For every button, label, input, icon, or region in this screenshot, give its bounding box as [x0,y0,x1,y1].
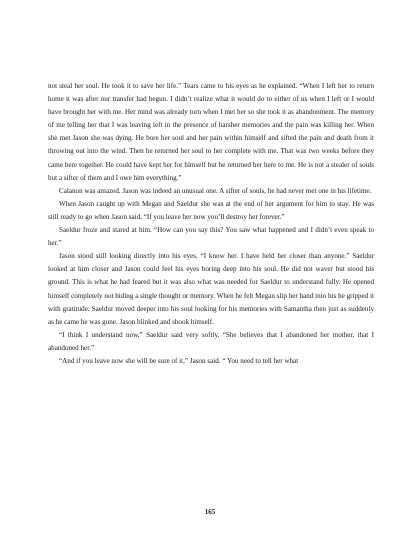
paragraph: Jason stood still looking directly into his eyes. “I know her. I have held her closer than anyone.” Saeldur looked at him closer and Jason could feel his eyes boring deep into his soul. He did not waver but stood his ground. This is what he had feared but it was also what was needed for Saeldur to understand fully. He opened himself completely not hiding a single thought or memory. When he felt Megan slip her hand into his he gripped it with gratitude. Saeldur moved deeper into his soul looking for his memories with Samantha then just as suddenly as he came he was gone. Jason blinked and shook himself. [48,252,374,326]
page-number: 165 [204,508,216,516]
paragraph: “I think I understand now,” Saeldur said very softly. “She believes that I abandoned her mother, that I abandoned her.” [48,330,374,352]
page-body [48,80,374,368]
paragraph: not steal her soul. He took it to save her life.” Tears came to his eyes as he explained. “When I left her to return home it was after our transfer had begun. I didn’t realize what it would do to either of us when I left or I would have brought her with me. Her mind was already torn when I met her so she took it as abandonment. The memory of me telling her that I was leaving left in the presence of harsher memories and the pain was killing her. When she met Jason she was dying. He bore her soul and her pain within himself and sifted the pain and death from it throwing out into the wind. Then he returned her soul to her complete with me. That was two weeks before they came here together. He could have kept her for himself but he returned her here to me. He is not a stealer of souls but a sifter of them and I owe him everything.” [48,82,374,182]
paragraph: Saeldur froze and stared at him. “How can you say this? You saw what happened and I didn’t even speak to her.” [48,226,374,248]
paragraph: When Jason caught up with Megan and Saeldur she was at the end of her argument for him to stay. He was still ready to go when Jason said, “If you leave her now you’ll destroy her forever.” [48,199,374,221]
paragraph: Calanon was amazed. Jason was indeed an unusual one. A sifter of souls, he had never met one in his lifetime. [59,186,372,195]
paragraph: “And if you leave now she will be sure of it,” Jason said. “ You need to tell her what [59,356,299,365]
